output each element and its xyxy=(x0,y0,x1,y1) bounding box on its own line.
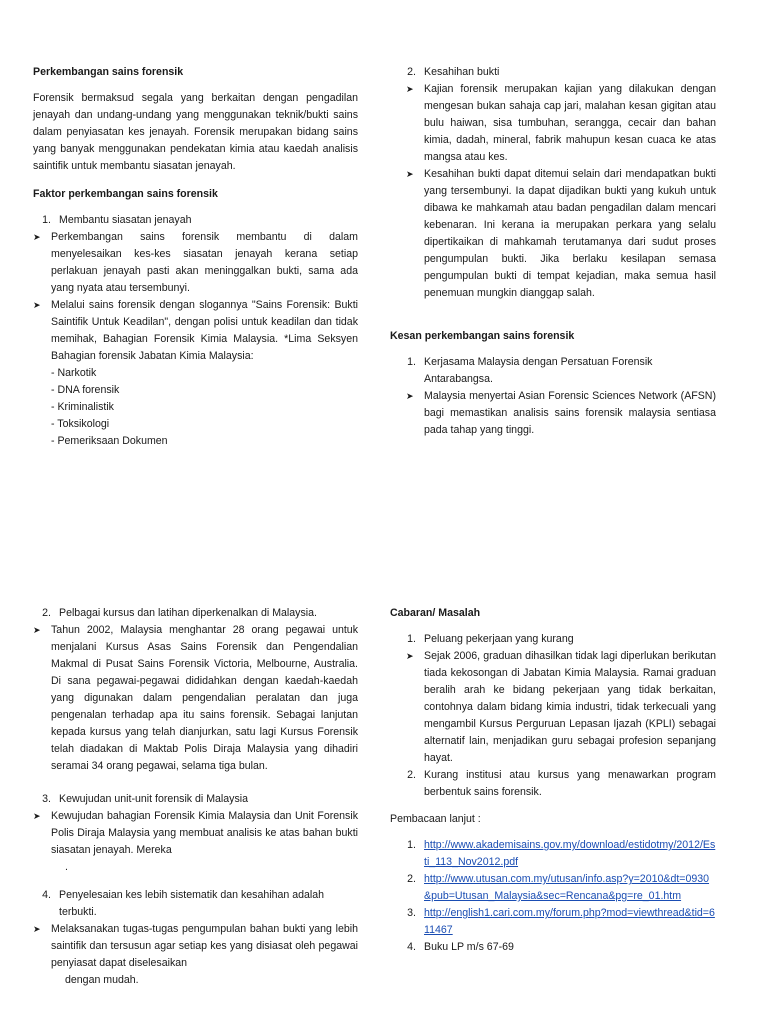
arrow-bullet-icon: ➤ xyxy=(33,924,41,934)
section-title-faktor: Faktor perkembangan sains forensik xyxy=(33,188,218,200)
section-title-kesan: Kesan perkembangan sains forensik xyxy=(390,330,575,342)
bullet-item: ➤ Perkembangan sains forensik membantu di dalam menyelesaikan kes-kes siasatan jenayah kerana setiap perlakuan jenayah pasti akan meninggalkan bukti, sama ada yang nyata atau tersembunyi. xyxy=(33,229,358,297)
numbered-item: 1. Membantu siasatan jenayah xyxy=(42,214,192,226)
numbered-item: 4. Penyelesaian kes lebih sistematik dan kesahihan adalah terbukti. xyxy=(42,889,325,918)
reading-title: Pembacaan lanjut : xyxy=(390,813,481,825)
arrow-bullet-icon: ➤ xyxy=(406,651,414,661)
bullet-item: ➤ Melaksanakan tugas-tugas pengumpulan bahan bukti yang lebih saintifik dan tersusun agar setiap kes yang disiasat oleh pegawai penyiasat dapat diselesaikan xyxy=(33,921,358,972)
intro-paragraph: Forensik bermaksud segala yang berkaitan dengan pengadilan jenayah dan undang-undang yang menggunakan teknik/bukti sains dalam penyiasatan kes jenayah. Forensik merupakan bidang sains yang banyak menggunakan pendekatan kimia atau kaedah analisis saintifik untuk membantu siasatan jenayah. xyxy=(33,92,358,172)
numbered-item: 3. Kewujudan unit-unit forensik di Malaysia xyxy=(42,793,249,805)
reference-link[interactable]: http://www.utusan.com.my/utusan/info.asp?y=2010&dt=0930&pub=Utusan_Malaysia&sec=Rencana&pg=re_01.htm xyxy=(424,873,710,902)
arrow-bullet-icon: ➤ xyxy=(33,811,41,821)
bullet-item: ➤ Malaysia menyertai Asian Forensic Sciences Network (AFSN) bagi memastikan analisis sains forensik malaysia sentiasa pada tahap yang tinggi. xyxy=(398,388,716,439)
section-title-perkembangan: Perkembangan sains forensik xyxy=(33,66,184,78)
left-top-column xyxy=(33,64,358,450)
reference-item: 1. http://www.akademisains.gov.my/download/estidotmy/2012/Esti_113_Nov2012.pdf xyxy=(398,837,716,871)
arrow-bullet-icon: ➤ xyxy=(406,391,414,401)
seksyen-item: - Pemeriksaan Dokumen xyxy=(51,435,168,447)
right-top-column xyxy=(390,64,716,439)
seksyen-list xyxy=(51,365,358,450)
numbered-item: 2. Kurang institusi atau kursus yang menawarkan program berbentuk sains forensik. xyxy=(407,769,716,798)
bullet-item: ➤ Sejak 2006, graduan dihasilkan tidak lagi diperlukan berikutan tiada kekosongan di Jabatan Kimia Malaysia. Ramai graduan beralih arah ke bidang pekerjaan yang tidak berkaitan, contohnya dalam bidang kimia industri, tidak terkecuali yang mengambil Kursus Perguruan Lepasan Ijazah (KPLI) sebagai alternatif lain, menjadikan guru sebagai profesion sepanjang hayat. xyxy=(390,648,716,767)
left-bottom-column xyxy=(33,605,358,989)
stray-dot: . xyxy=(65,861,68,873)
bullet-item: ➤ Tahun 2002, Malaysia menghantar 28 orang pegawai untuk menjalani Kursus Asas Sains Forensik dan Pengendalian Makmal di Pusat Sains Forensik Victoria, Melbourne, Australia. Di sana pegawai-pegawai dididahkan dengan kaedah-kaedah yang digunakan dalam pengendalian peralatan dan juga pengenalan terhadap apa itu sains forensik. Sebagai lanjutan kepada kursus yang telah dianjurkan, satu lagi Kursus Forensik telah diadakan di Maktab Polis Diraja Malaysia yang dihadiri seramai 34 orang pegawai, selama tiga bulan. xyxy=(33,622,358,775)
seksyen-item: - Kriminalistik xyxy=(51,401,114,413)
seksyen-item: - Toksikologi xyxy=(51,418,110,430)
reference-item: 3. http://english1.cari.com.my/forum.php?mod=viewthread&tid=611467 xyxy=(398,905,716,939)
arrow-bullet-icon: ➤ xyxy=(406,84,414,94)
bullet-item: ➤ Melalui sains forensik dengan slogannya "Sains Forensik: Bukti Saintifik Untuk Keadilan", dengan polisi untuk keadilan dan tidak memihak, Bahagian Forensik Kimia Malaysia. *Lima Seksyen Bahagian forensik Jabatan Kimia Malaysia: xyxy=(33,297,358,365)
bullet-item: ➤ Kajian forensik merupakan kajian yang dilakukan dengan mengesan bukan sahaja cap jari, malahan kesan gigitan atau bulu haiwan, sisa tumbuhan, serangga, cecair dan bahan kimia, dadah, mineral, fabrik mahupun kesan cuaca ke atas mangsa atau kes. xyxy=(398,81,716,166)
reference-list xyxy=(390,837,716,939)
section-title-cabaran: Cabaran/ Masalah xyxy=(390,607,481,619)
numbered-item: 2. Pelbagai kursus dan latihan diperkenalkan di Malaysia. xyxy=(42,607,317,619)
numbered-item: 2. Kesahihan bukti xyxy=(407,66,500,78)
arrow-bullet-icon: ➤ xyxy=(33,300,41,310)
numbered-item: 1. Kerjasama Malaysia dengan Persatuan Forensik Antarabangsa. xyxy=(407,356,653,385)
continuation-text: dengan mudah. xyxy=(65,974,139,986)
arrow-bullet-icon: ➤ xyxy=(33,625,41,635)
reference-link[interactable]: http://www.akademisains.gov.my/download/estidotmy/2012/Esti_113_Nov2012.pdf xyxy=(424,839,716,868)
reference-item: 2. http://www.utusan.com.my/utusan/info.asp?y=2010&dt=0930&pub=Utusan_Malaysia&sec=Rencana&pg=re_01.htm xyxy=(398,871,716,905)
bullet-item: ➤ Kesahihan bukti dapat ditemui selain dari mendapatkan bukti yang tersembunyi. Ia dapat dijadikan bukti yang kukuh untuk dibawa ke mahkamah atau badan pengadilan dalam mencari kebenaran. Ini kerana ia merupakan perkara yang selalu dipertikaikan di mahkamah terutamanya dari sudut proses pengumpulan bukti. Jika berlaku kesilapan semasa pengumpulan bukti di tempat kejadian, maka semua hasil penemuan mungkin dianggap salah. xyxy=(398,166,716,302)
seksyen-item: - Narkotik xyxy=(51,367,97,379)
numbered-item: 1. Peluang pekerjaan yang kurang xyxy=(407,633,574,645)
right-bottom-column xyxy=(390,605,716,956)
seksyen-item: - DNA forensik xyxy=(51,384,120,396)
reference-link[interactable]: http://english1.cari.com.my/forum.php?mod=viewthread&tid=611467 xyxy=(424,907,715,936)
arrow-bullet-icon: ➤ xyxy=(406,169,414,179)
bullet-item: ➤ Kewujudan bahagian Forensik Kimia Malaysia dan Unit Forensik Polis Diraja Malaysia yang membuat analisis ke atas bahan bukti siasatan jenayah. Mereka xyxy=(33,808,358,859)
reference-item: 4. Buku LP m/s 67-69 xyxy=(407,941,514,953)
arrow-bullet-icon: ➤ xyxy=(33,232,41,242)
